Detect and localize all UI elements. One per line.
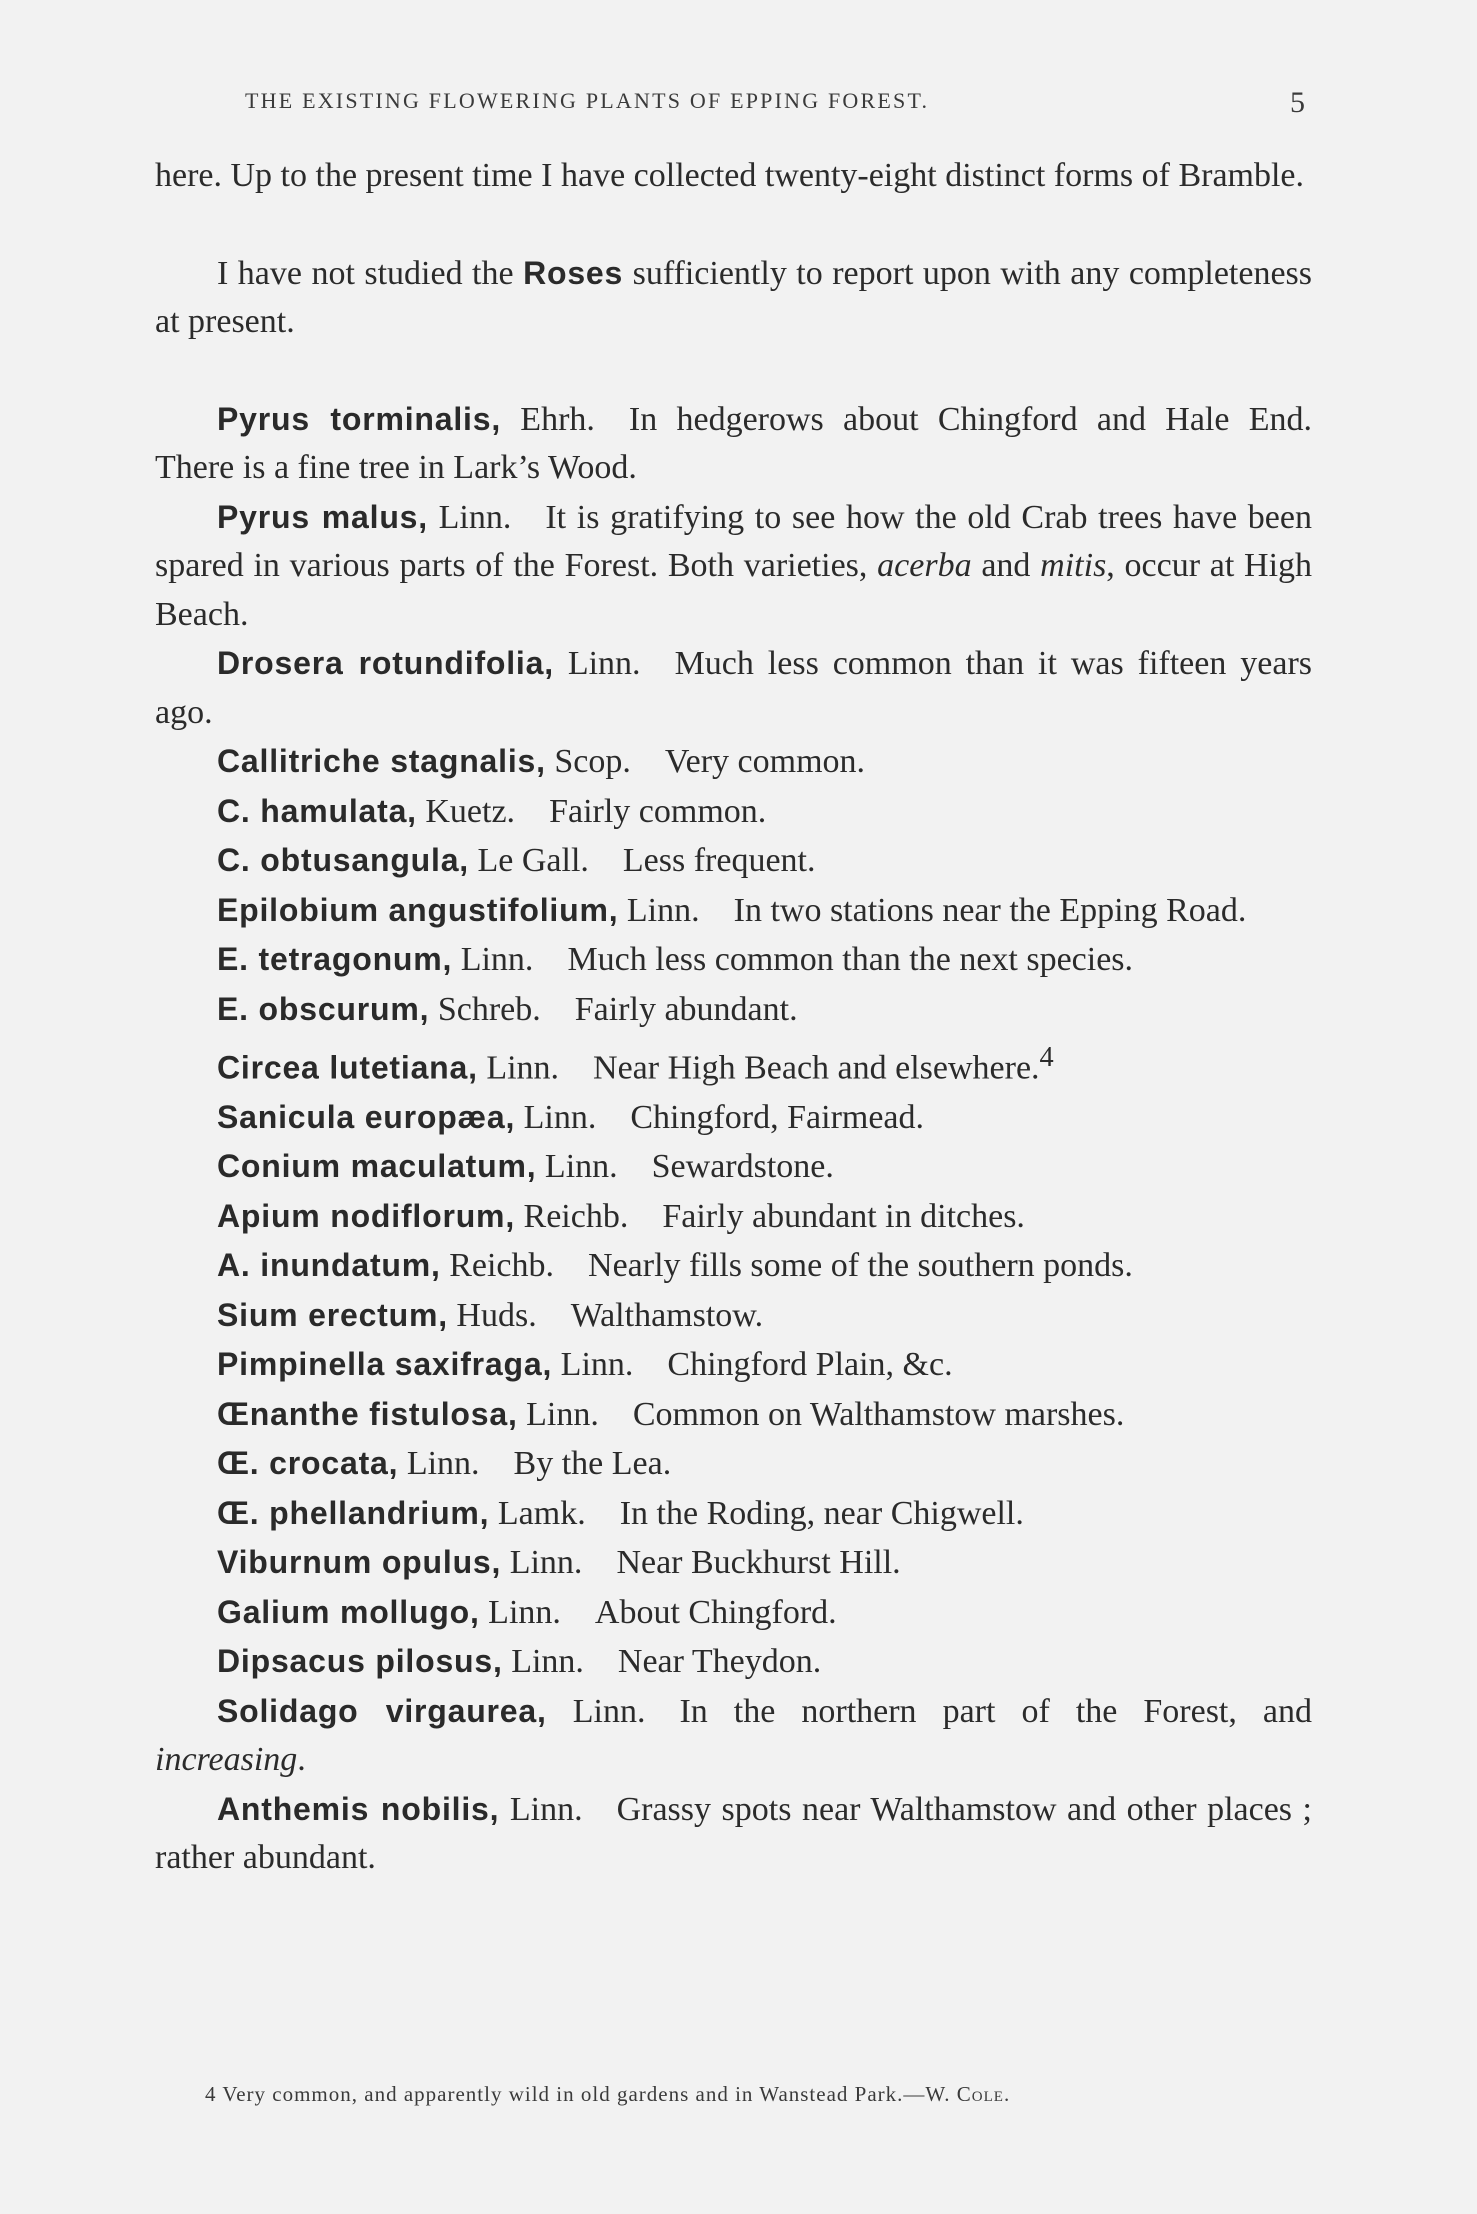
- species-note: Chingford Plain, &c.: [667, 1346, 953, 1384]
- species-entry: [155, 985, 1312, 1035]
- species-authority: Linn.: [526, 1395, 599, 1433]
- species-authority: Linn.: [460, 941, 534, 978]
- species-note: Walthamstow.: [570, 1296, 764, 1334]
- species-note: In hedgerows about Chingford and Hale End. There is a fine tree in Lark’s Wood.: [155, 400, 1312, 486]
- species-note: In the northern part of the Forest, and: [679, 1692, 1312, 1730]
- roses-keyword: Roses: [523, 254, 624, 291]
- species-name: Epilobium angustifolium,: [217, 891, 619, 928]
- species-name: Œnanthe fistulosa,: [217, 1395, 518, 1432]
- species-name: Solidago virgaurea,: [217, 1692, 547, 1729]
- species-note: Fairly common.: [549, 792, 767, 830]
- species-name: E. tetragonum,: [217, 941, 453, 977]
- species-note: Fairly abundant.: [574, 990, 798, 1028]
- species-authority: Reichb.: [449, 1247, 555, 1285]
- species-name: A. inundatum,: [217, 1247, 441, 1284]
- species-note: , occur at High Beach.: [155, 547, 1313, 633]
- species-note: Near Theydon.: [617, 1643, 822, 1681]
- species-authority: Linn.: [438, 498, 512, 536]
- species-entry: [155, 493, 1312, 640]
- species-note: In the Roding, near Chigwell.: [619, 1494, 1024, 1532]
- species-entry: [155, 1142, 1312, 1192]
- roses-text-before: I have not studied the: [217, 254, 524, 292]
- species-entry: [155, 1034, 1312, 1093]
- roses-paragraph: [155, 249, 1312, 347]
- species-entry: [155, 1093, 1312, 1143]
- species-entry: [155, 886, 1312, 936]
- species-note: Sewardstone.: [651, 1148, 834, 1186]
- species-name: Callitriche stagnalis,: [217, 743, 546, 779]
- footnote-number: 4: [205, 2082, 217, 2106]
- species-entry: [155, 1340, 1312, 1390]
- species-entry: [155, 1785, 1312, 1883]
- species-note: Grassy spots near Walthamstow and other places ; rather abundant.: [155, 1790, 1312, 1877]
- species-authority: Reichb.: [523, 1197, 629, 1235]
- species-note: Near Buckhurst Hill.: [616, 1544, 901, 1582]
- species-authority: Linn.: [406, 1445, 480, 1483]
- running-title: THE EXISTING FLOWERING PLANTS OF EPPING FOREST.: [245, 88, 930, 113]
- species-name: Apium nodiflorum,: [217, 1197, 516, 1234]
- species-note-italic: increasing: [155, 1741, 298, 1779]
- species-authority: Kuetz.: [425, 792, 516, 830]
- footnote-signature: Cole.: [956, 2082, 1011, 2106]
- species-authority: Le Gall.: [477, 842, 589, 879]
- species-authority: Linn.: [509, 1790, 583, 1828]
- footnote-text: Very common, and apparently wild in old gardens and in Wanstead Park.—W.: [222, 2082, 951, 2106]
- species-note: Much less common than it was fifteen years ago.: [155, 645, 1312, 731]
- species-authority: Linn.: [626, 891, 700, 929]
- species-entry: [155, 1637, 1312, 1687]
- species-entry: [155, 1538, 1312, 1588]
- species-entry: [155, 1687, 1312, 1785]
- species-authority: Linn.: [523, 1098, 597, 1136]
- species-name: Drosera rotundifolia,: [217, 645, 554, 681]
- species-authority: Linn.: [544, 1148, 618, 1186]
- species-entry: [155, 935, 1312, 985]
- species-name: Viburnum opulus,: [217, 1544, 502, 1581]
- species-authority: Lamk.: [497, 1494, 586, 1532]
- species-note: Much less common than the next species.: [567, 941, 1134, 978]
- intro-paragraph: here. Up to the present time I have collected twenty-eight distinct forms of Bramble.: [155, 157, 1305, 194]
- species-authority: Linn.: [486, 1049, 560, 1087]
- species-entry: [155, 1588, 1312, 1638]
- footnote: [205, 2082, 1305, 2107]
- species-authority: Linn.: [572, 1692, 646, 1730]
- species-authority: Ehrh.: [520, 400, 595, 438]
- species-authority: Linn.: [509, 1544, 583, 1582]
- species-name: Circea lutetiana,: [217, 1049, 478, 1086]
- species-name: Conium maculatum,: [217, 1148, 537, 1185]
- species-note: In two stations near the Epping Road.: [733, 891, 1247, 929]
- species-entry: [155, 395, 1312, 493]
- species-name: E. obscurum,: [217, 990, 430, 1027]
- species-note-italic: acerba: [877, 547, 972, 584]
- species-list: [155, 395, 1312, 1883]
- species-authority: Linn.: [560, 1346, 634, 1384]
- species-entry: [155, 1439, 1312, 1489]
- species-name: Pimpinella saxifraga,: [217, 1346, 553, 1383]
- species-note: .: [297, 1741, 306, 1779]
- species-entry: [155, 1489, 1312, 1539]
- species-note: Nearly fills some of the southern ponds.: [588, 1247, 1133, 1285]
- species-note: Chingford, Fairmead.: [630, 1098, 925, 1136]
- page-number: 5: [1290, 86, 1305, 119]
- species-note: About Chingford.: [594, 1593, 837, 1631]
- species-authority: Huds.: [456, 1296, 537, 1334]
- species-authority: Scop.: [554, 743, 631, 780]
- species-note: Fairly abundant in ditches.: [662, 1197, 1025, 1235]
- species-authority: Linn.: [567, 645, 641, 682]
- species-authority: Linn.: [511, 1643, 584, 1681]
- species-name: Pyrus torminalis,: [217, 400, 502, 437]
- page-body: [155, 152, 1312, 1883]
- species-name: Pyrus malus,: [217, 498, 428, 535]
- species-name: C. obtusangula,: [217, 842, 469, 878]
- species-name: Sium erectum,: [217, 1296, 448, 1333]
- species-note: Less frequent.: [622, 842, 816, 879]
- species-name: C. hamulata,: [217, 792, 417, 829]
- species-name: Anthemis nobilis,: [217, 1790, 500, 1827]
- species-name: Œ. crocata,: [217, 1445, 399, 1482]
- species-name: Œ. phellandrium,: [217, 1494, 490, 1531]
- species-name: Dipsacus pilosus,: [217, 1643, 503, 1680]
- species-entry: [155, 737, 1312, 787]
- species-entry: [155, 1291, 1312, 1341]
- species-note-italic: mitis: [1040, 547, 1107, 584]
- species-entry: [155, 639, 1312, 737]
- species-authority: Schreb.: [437, 990, 541, 1028]
- species-entry: [155, 787, 1312, 837]
- roses-text-after: sufficiently to report upon with any completeness at present.: [155, 254, 1313, 340]
- species-note: and: [981, 547, 1031, 584]
- species-entry: [155, 1192, 1312, 1242]
- species-note: Near High Beach and elsewhere.: [593, 1049, 1040, 1087]
- species-name: Sanicula europæa,: [217, 1098, 516, 1135]
- footnote-reference: 4: [1039, 1042, 1054, 1073]
- species-name: Galium mollugo,: [217, 1593, 480, 1630]
- species-note: By the Lea.: [513, 1445, 672, 1483]
- species-note: It is gratifying to see how the old Crab trees have been spared in various parts of the Forest. Both varieties,: [155, 498, 1312, 584]
- species-note: Very common.: [664, 743, 866, 780]
- species-entry: [155, 1390, 1312, 1440]
- species-entry: [155, 1241, 1312, 1291]
- species-entry: [155, 836, 1312, 886]
- species-note: Common on Walthamstow marshes.: [632, 1395, 1125, 1433]
- species-authority: Linn.: [488, 1593, 561, 1631]
